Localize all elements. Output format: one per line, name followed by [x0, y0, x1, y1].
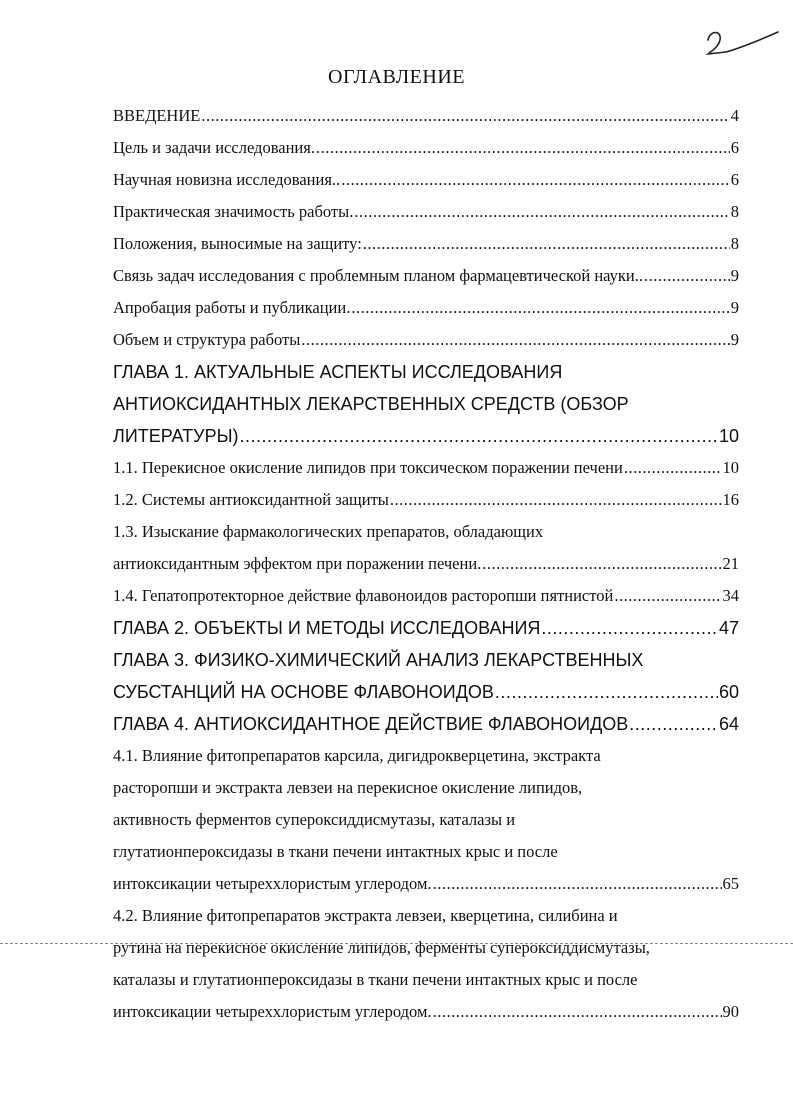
toc-chapter1-line2[interactable]: АНТИОКСИДАНТНЫХ ЛЕКАРСТВЕННЫХ СРЕДСТВ (ОБЗОР	[113, 394, 629, 414]
toc-entry-section-1-4[interactable]	[113, 580, 739, 612]
toc-entry-page: 90	[722, 1002, 739, 1021]
leader-dots	[351, 292, 729, 324]
toc-section-1-3-line1[interactable]: 1.3. Изыскание фармакологических препаратов, обладающих	[113, 522, 544, 541]
toc-entry-label: Объем и структура работы	[113, 330, 301, 349]
toc-entry-label: ГЛАВА 4. АНТИОКСИДАНТНОЕ ДЕЙСТВИЕ ФЛАВОНОИДОВ	[113, 714, 629, 734]
toc-entry-label: интоксикации четыреххлористым углеродом.	[113, 874, 432, 893]
toc-entry-practical[interactable]	[113, 196, 739, 228]
toc-entry-label: Практическая значимость работы.	[113, 202, 354, 221]
leader-dots	[629, 708, 718, 740]
toc-chapter1-line1[interactable]: ГЛАВА 1. АКТУАЛЬНЫЕ АСПЕКТЫ ИССЛЕДОВАНИЯ	[113, 362, 563, 382]
handwritten-page-number	[700, 18, 780, 58]
toc-entry-page: 9	[730, 266, 739, 285]
toc-entry-label: 1.1. Перекисное окисление липидов при токсическом поражении печени	[113, 458, 623, 477]
toc-entry-link[interactable]	[113, 260, 739, 292]
toc-entry-label: Связь задач исследования с проблемным планом фармацевтической науки..	[113, 266, 643, 285]
toc-entry-page: 10	[722, 458, 739, 477]
toc-entry-label: СУБСТАНЦИЙ НА ОСНОВЕ ФЛАВОНОИДОВ	[113, 682, 494, 702]
toc-entry-section-1-1[interactable]	[113, 452, 739, 484]
toc-entry-label: 1.2. Системы антиоксидантной защиты	[113, 490, 389, 509]
leader-dots	[301, 324, 729, 356]
toc-entry-label: ЛИТЕРАТУРЫ)	[113, 426, 239, 446]
toc-section-4-1-line4[interactable]: глутатионпероксидазы в ткани печени интактных крыс и после	[113, 842, 558, 861]
leader-dots	[644, 260, 730, 292]
toc-entry-section-1-3[interactable]	[113, 548, 739, 580]
toc-entry-intro[interactable]	[113, 100, 739, 132]
toc-entry-label: ВВЕДЕНИЕ	[113, 106, 201, 125]
toc-entry-page: 9	[730, 298, 739, 317]
toc-chapter3-line1[interactable]: ГЛАВА 3. ФИЗИКО-ХИМИЧЕСКИЙ АНАЛИЗ ЛЕКАРСТВЕННЫХ	[113, 650, 644, 670]
toc-section-4-2-line1[interactable]: 4.2. Влияние фитопрепаратов экстракта левзеи, кверцетина, силибина и	[113, 906, 618, 925]
leader-dots	[614, 580, 721, 612]
toc-entry-label: Цель и задачи исследования.	[113, 138, 315, 157]
leader-dots	[495, 676, 718, 708]
toc-entry-page: 10	[718, 426, 739, 446]
toc-entry-page: 21	[722, 554, 739, 573]
toc-entry-page: 8	[730, 202, 739, 221]
toc-entry-chapter1[interactable]	[113, 420, 739, 452]
toc-entry-label: Апробация работы и публикации.	[113, 298, 351, 317]
toc-entry-page: 60	[718, 682, 739, 702]
toc-entry-chapter4[interactable]	[113, 708, 739, 740]
toc-entry-approbation[interactable]	[113, 292, 739, 324]
toc-entry-structure[interactable]	[113, 324, 739, 356]
toc-entry-page: 64	[718, 714, 739, 734]
toc-entry-page: 65	[722, 874, 739, 893]
toc-entry-chapter3[interactable]	[113, 676, 739, 708]
leader-dots	[201, 100, 729, 132]
toc-entry-page: 9	[730, 330, 739, 349]
toc-entry-page: 6	[730, 170, 739, 189]
toc-entry-label: Положения, выносимые на защиту:	[113, 234, 362, 253]
table-of-contents	[113, 100, 739, 1028]
leader-dots	[240, 420, 718, 452]
leader-dots	[354, 196, 729, 228]
toc-entry-page: 8	[730, 234, 739, 253]
toc-section-4-2-line2[interactable]: рутина на перекисное окисление липидов, ферменты супероксиддисмутазы,	[113, 938, 650, 957]
toc-entry-chapter2[interactable]	[113, 612, 739, 644]
toc-entry-section-4-1[interactable]	[113, 868, 739, 900]
toc-section-4-1-line3[interactable]: активность ферментов супероксиддисмутазы, каталазы и	[113, 810, 516, 829]
leader-dots	[433, 996, 722, 1028]
toc-entry-label: интоксикации четыреххлористым углеродом.	[113, 1002, 432, 1021]
toc-entry-label: Научная новизна исследования..	[113, 170, 341, 189]
toc-entry-label: 1.4. Гепатопротекторное действие флавоноидов расторопши пятнистой	[113, 586, 614, 605]
toc-entry-section-4-2[interactable]	[113, 996, 739, 1028]
toc-entry-novelty[interactable]	[113, 164, 739, 196]
toc-entry-page: 16	[722, 490, 739, 509]
page-title: ОГЛАВЛЕНИЕ	[328, 66, 465, 88]
toc-section-4-2-line3[interactable]: каталазы и глутатионпероксидазы в ткани печени интактных крыс и после	[113, 970, 638, 989]
toc-entry-page: 4	[730, 106, 739, 125]
toc-entry-defense[interactable]	[113, 228, 739, 260]
toc-section-4-1-line1[interactable]: 4.1. Влияние фитопрепаратов карсила, дигидрокверцетина, экстракта	[113, 746, 601, 765]
toc-section-4-1-line2[interactable]: расторопши и экстракта левзеи на перекисное окисление липидов,	[113, 778, 583, 797]
toc-entry-page: 34	[722, 586, 739, 605]
toc-entry-aims[interactable]	[113, 132, 739, 164]
toc-entry-page: 47	[718, 618, 739, 638]
leader-dots	[316, 132, 730, 164]
leader-dots	[624, 452, 722, 484]
leader-dots	[433, 868, 722, 900]
leader-dots	[482, 548, 721, 580]
toc-entry-label: антиоксидантным эффектом при поражении печени.	[113, 554, 482, 573]
leader-dots	[341, 164, 730, 196]
toc-entry-page: 6	[730, 138, 739, 157]
leader-dots	[541, 612, 718, 644]
toc-entry-label: ГЛАВА 2. ОБЪЕКТЫ И МЕТОДЫ ИССЛЕДОВАНИЯ	[113, 618, 541, 638]
leader-dots	[363, 228, 730, 260]
toc-entry-section-1-2[interactable]	[113, 484, 739, 516]
leader-dots	[390, 484, 722, 516]
